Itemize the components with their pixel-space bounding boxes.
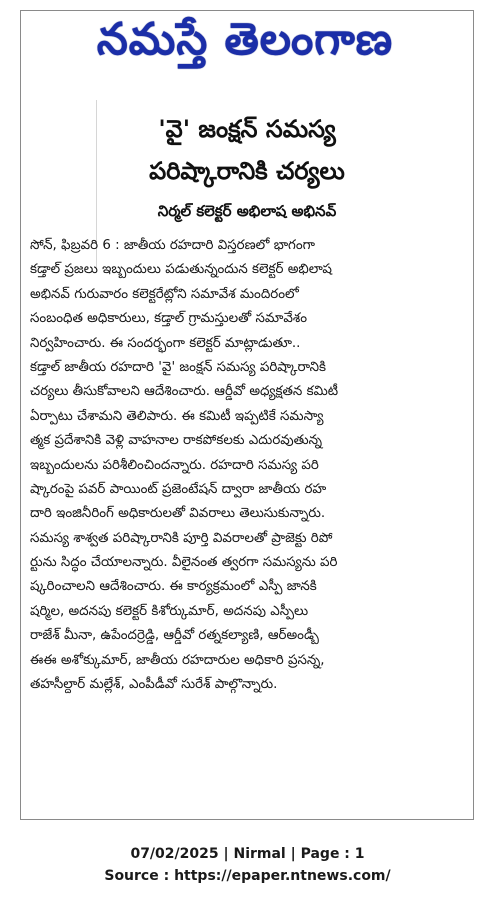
footer-date-line: 07/02/2025 | Nirmal | Page : 1 <box>130 846 365 862</box>
article-body-line: ఏర్పాటు చేశామని తెలిపారు. ఈ కమిటీ ఇప్పటికే సమస్యా <box>30 408 324 424</box>
footer-source-line: Source : https://epaper.ntnews.com/ <box>104 868 391 884</box>
article-body <box>30 234 464 697</box>
article-body-line: కడ్తాల్ జాతీయ రహదారి 'వై' జంక్షన్ సమస్య పరిష్కారానికి <box>30 359 326 375</box>
article-body-line: ష్కరించాలని ఆదేశించారు. ఈ కార్యక్రమంలో ఎస్పీ జానకి <box>30 579 317 595</box>
article-headline: 'వై' జంక్షన్ సమస్య పరిష్కారానికి చర్యలు <box>149 115 345 185</box>
article-body-line: సంబంధిత అధికారులు, కడ్తాల్ గ్రామస్తులతో సమావేశం <box>30 311 308 327</box>
article-body-line: ఇబ్బందులను పరిశీలించిందన్నారు. రహదారి సమస్య పరి <box>30 457 319 473</box>
article-body-line: కడ్తాల్ ప్రజలు ఇబ్బందులు పడుతున్నందున కలెక్టర్ అభిలాష <box>30 262 332 278</box>
newspaper-masthead: నమస్తే తెలంగాణ <box>96 14 394 65</box>
article-body-line: తహసీల్దార్ మల్లేశ్, ఎంపీడీవో సురేశ్ పాల్గొన్నారు. <box>30 677 278 693</box>
article-body-line: చర్యలు తీసుకోవాలని ఆదేశించారు. ఆర్డీవో అధ్యక్షతన కమిటీ <box>30 384 339 400</box>
article-body-line: సోన్, ఫిబ్రవరి 6 : జాతీయ రహదారి విస్తరణలో భాగంగా <box>30 238 315 253</box>
article-body-line: నిర్వహించారు. ఈ సందర్భంగా కలెక్టర్ మాట్లాడుతూ.. <box>30 335 301 351</box>
article-subhead: నిర్మల్ కలెక్టర్ అభిలాష అభినవ్ <box>157 202 337 220</box>
article-body-line: అభినవ్ గురువారం కలెక్టరేట్లోని సమావేశ మందిరంలో <box>30 286 299 302</box>
article-body-line: త్మక ప్రదేశానికి వెళ్లి వాహనాల రాకపోకలకు ఎదురవుతున్న <box>30 433 323 449</box>
article-body-line: షర్మిల, అదనపు కలెక్టర్ కిశోర్కుమార్, అదనపు ఎస్పీలు <box>30 603 309 619</box>
article-body-line: ఈఈ అశోక్కుమార్, జాతీయ రహదారుల అధికారి ప్రసన్న, <box>30 652 325 668</box>
article-body-line: సమస్య శాశ్వత పరిష్కారానికి పూర్తి వివరాలతో ప్రాజెక్టు రిపో <box>30 530 333 546</box>
article-body-line: రాజేశ్ మీనా, ఉపేందర్రెడ్డి, ఆర్డీవో రత్నకల్యాణి, ఆర్అండ్బీ <box>30 628 319 644</box>
article-body-line: దారి ఇంజినీరింగ్ అధికారులతో వివరాలు తెలుసుకున్నారు. <box>30 506 326 522</box>
article-body-line: ర్టును సిద్ధం చేయాలన్నారు. వీలైనంత త్వరగా సమస్యను పరి <box>30 555 338 571</box>
article-body-line: ష్కారంపై పవర్ పాయింట్ ప్రజెంటేషన్ ద్వారా జాతీయ రహ <box>30 481 327 497</box>
